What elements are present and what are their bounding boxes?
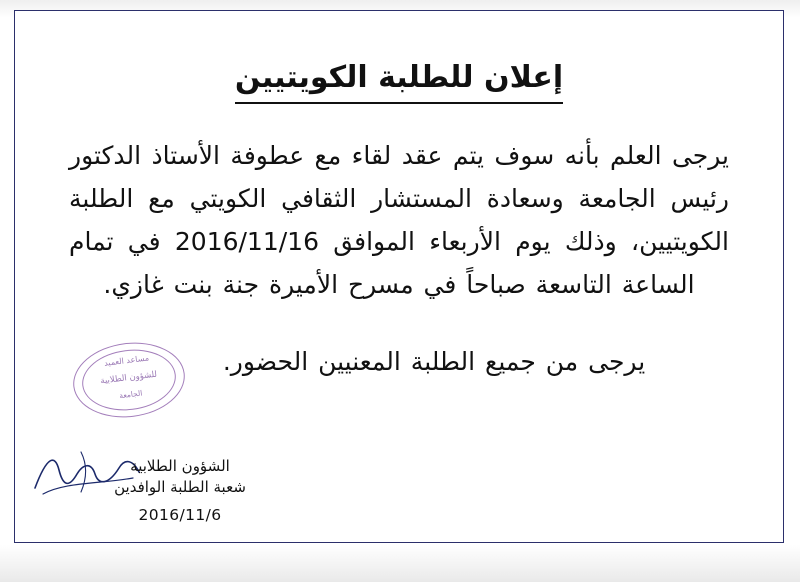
notice-border-frame [14, 10, 784, 543]
signature-department: الشؤون الطلابية [130, 456, 230, 475]
stamp-line-3: الجامعة [118, 388, 143, 401]
official-stamp-icon [69, 336, 189, 423]
body-paragraph-1: يرجى العلم بأنه سوف يتم عقد لقاء مع عطوفة الأستاذ الدكتور رئيس الجامعة وسعادة المستشار الثقافي الكويتي مع الطلبة الكويتيين، وذلك يوم الأربعاء الموافق 2016/11/16 في تمام الساعة التاسعة صباحاً في مسرح الأميرة جنة بنت غازي. [69, 140, 729, 299]
title-container [55, 59, 743, 104]
signature-division: شعبة الطلبة الوافدين [114, 478, 246, 497]
notice-content [15, 11, 783, 542]
page-title: إعلان للطلبة الكويتيين [235, 59, 563, 104]
signature-date: 2016/11/6 [138, 506, 222, 524]
body-paragraph-2: يرجى من جميع الطلبة المعنيين الحضور. [222, 346, 646, 376]
stamp-line-1: مساعد العميد [103, 353, 150, 368]
stamp-line-2: للشؤون الطلابية [99, 369, 158, 387]
signature-block [55, 456, 305, 525]
